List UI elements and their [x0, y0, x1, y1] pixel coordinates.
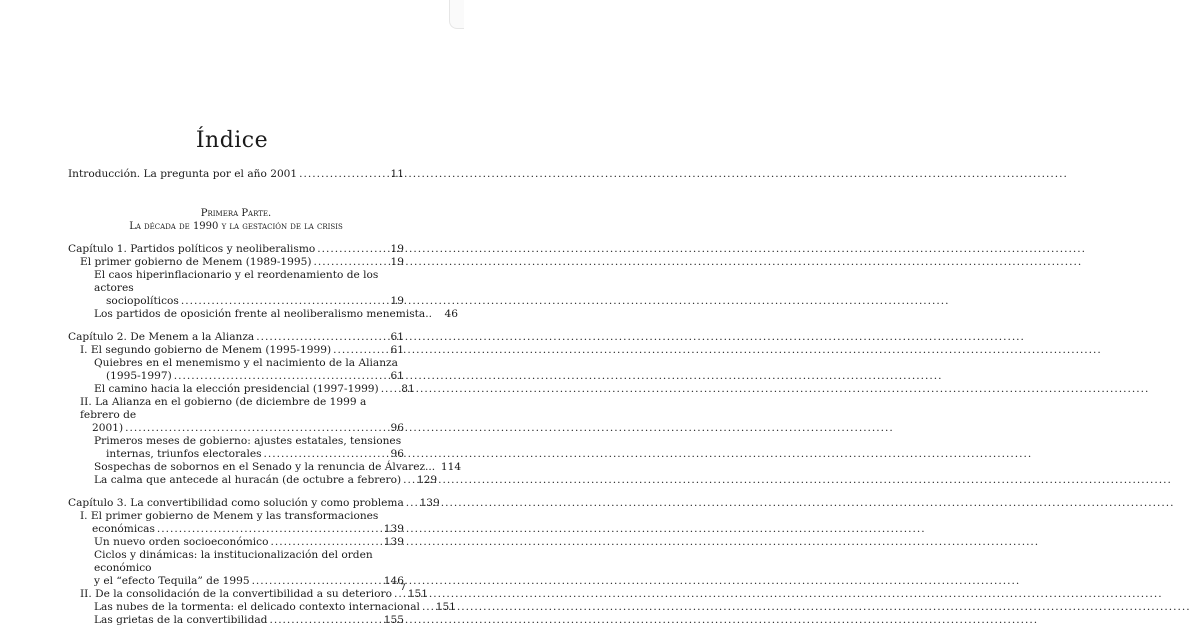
- toc-entry-nuevo-orden[interactable]: Un nuevo orden socioeconómico ..... 139: [68, 536, 404, 549]
- toc-entry-capitulo-3[interactable]: Capítulo 3. La convertibilidad como solución y como problema ..... 139: [68, 497, 404, 510]
- toc-entry-grietas-convertibilidad[interactable]: Las grietas de la convertibilidad ..... 155: [68, 614, 404, 627]
- toc-entry-sospechas-sobornos[interactable]: Sospechas de sobornos en el Senado y la renuncia de Álvarez... 114: [94, 461, 462, 473]
- page-folio: 7: [400, 583, 406, 593]
- toc-entry-quiebres-menemismo[interactable]: Quiebres en el menemismo y el nacimiento de la Alianza (1995-1997) ..... 61: [68, 357, 404, 383]
- table-of-contents: [68, 168, 462, 627]
- toc-entry-calma-huracan[interactable]: La calma que antecede al huracán (de octubre a febrero) ..... 129: [68, 474, 404, 487]
- part-heading-block: [68, 207, 404, 233]
- toc-entry-alianza-gobierno[interactable]: II. La Alianza en el gobierno (de diciembre de 1999 a febrero de 2001) ..... 96: [68, 396, 404, 435]
- toc-entry-primeros-meses[interactable]: Primeros meses de gobierno: ajustes estatales, tensiones internas, triunfos electorales ..... 96: [68, 435, 404, 461]
- toc-entry-transformaciones-economicas[interactable]: I. El primer gobierno de Menem y las transformaciones económicas ..... 139: [68, 510, 404, 536]
- page-title: Índice: [195, 127, 269, 153]
- toc-entry-capitulo-2[interactable]: Capítulo 2. De Menem a la Alianza ..... 61: [68, 331, 404, 344]
- toc-entry-segundo-gobierno[interactable]: I. El segundo gobierno de Menem (1995-1999) ..... 61: [68, 344, 404, 357]
- toc-entry-camino-eleccion[interactable]: El camino hacia la elección presidencial (1997-1999) ..... 81: [68, 383, 404, 396]
- toc-entry-primer-gobierno[interactable]: El primer gobierno de Menem (1989-1995) ..... 19: [68, 256, 404, 269]
- toc-entry-nubes-tormenta[interactable]: Las nubes de la tormenta: el delicado contexto internacional ..... 151: [68, 601, 404, 614]
- page-corner-tab: [449, 0, 464, 29]
- toc-page-number: 11: [390, 168, 404, 180]
- toc-entry-capitulo-1[interactable]: Capítulo 1. Partidos políticos y neoliberalismo ..... 19: [68, 243, 404, 256]
- part-heading: Primera Parte.: [200, 208, 272, 219]
- part-subtitle: La década de 1990 y la gestación de la crisis: [129, 221, 343, 232]
- toc-entry-introduccion[interactable]: Introducción. La pregunta por el año 2001 ..... 11: [68, 168, 404, 181]
- toc-entry-caos-hiperinflacionario[interactable]: El caos hiperinflacionario y el reordenamiento de los actores sociopolíticos ..... 19: [68, 269, 404, 308]
- toc-entry-ciclos-dinamicas[interactable]: Ciclos y dinámicas: la institucionalización del orden económico y el “efecto Tequila” de 1995 ..... 146: [68, 549, 404, 588]
- toc-entry-partidos-oposicion[interactable]: Los partidos de oposición frente al neoliberalismo menemista.. 46: [94, 308, 458, 320]
- toc-entry-consolidacion-convertibilidad[interactable]: II. De la consolidación de la convertibilidad a su deterioro ..... 151: [68, 588, 404, 601]
